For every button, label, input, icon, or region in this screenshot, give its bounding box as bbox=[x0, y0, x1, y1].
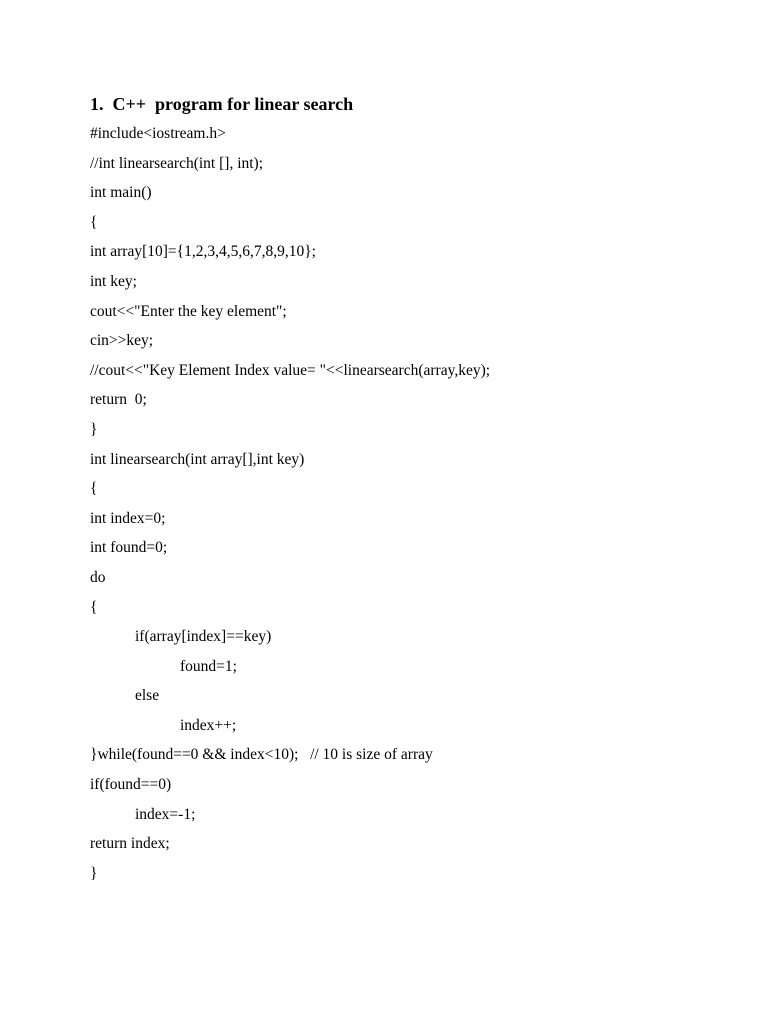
code-line: cin>>key; bbox=[90, 332, 154, 350]
code-line: do bbox=[90, 568, 106, 586]
code-line: return index; bbox=[90, 835, 170, 853]
code-line: { bbox=[90, 213, 98, 231]
code-line: int index=0; bbox=[90, 509, 166, 527]
code-line: index++; bbox=[180, 716, 237, 734]
code-line: cout<<"Enter the key element"; bbox=[90, 302, 287, 320]
code-line: found=1; bbox=[180, 657, 237, 675]
code-line: return 0; bbox=[90, 391, 147, 409]
code-line: { bbox=[90, 480, 98, 498]
code-line: } bbox=[90, 864, 98, 882]
code-listing bbox=[90, 124, 490, 893]
code-line: else bbox=[135, 687, 160, 705]
code-line: int array[10]={1,2,3,4,5,6,7,8,9,10}; bbox=[90, 243, 316, 261]
code-line: index=-1; bbox=[135, 805, 196, 823]
code-line: if(found==0) bbox=[90, 776, 172, 794]
code-line: int main() bbox=[90, 184, 152, 202]
code-line: int found=0; bbox=[90, 539, 168, 557]
code-line: int key; bbox=[90, 272, 137, 290]
code-line: int linearsearch(int array[],int key) bbox=[90, 450, 305, 468]
code-line: #include<iostream.h> bbox=[90, 125, 226, 142]
code-line: }while(found==0 && index<10); // 10 is size of array bbox=[90, 746, 433, 764]
code-line: { bbox=[90, 598, 98, 616]
code-line: if(array[index]==key) bbox=[135, 628, 272, 646]
code-line: } bbox=[90, 420, 98, 438]
section-heading: 1. C++ program for linear search bbox=[90, 94, 354, 114]
code-line: //cout<<"Key Element Index value= "<<linearsearch(array,key); bbox=[90, 361, 491, 379]
code-line: //int linearsearch(int [], int); bbox=[90, 154, 264, 172]
